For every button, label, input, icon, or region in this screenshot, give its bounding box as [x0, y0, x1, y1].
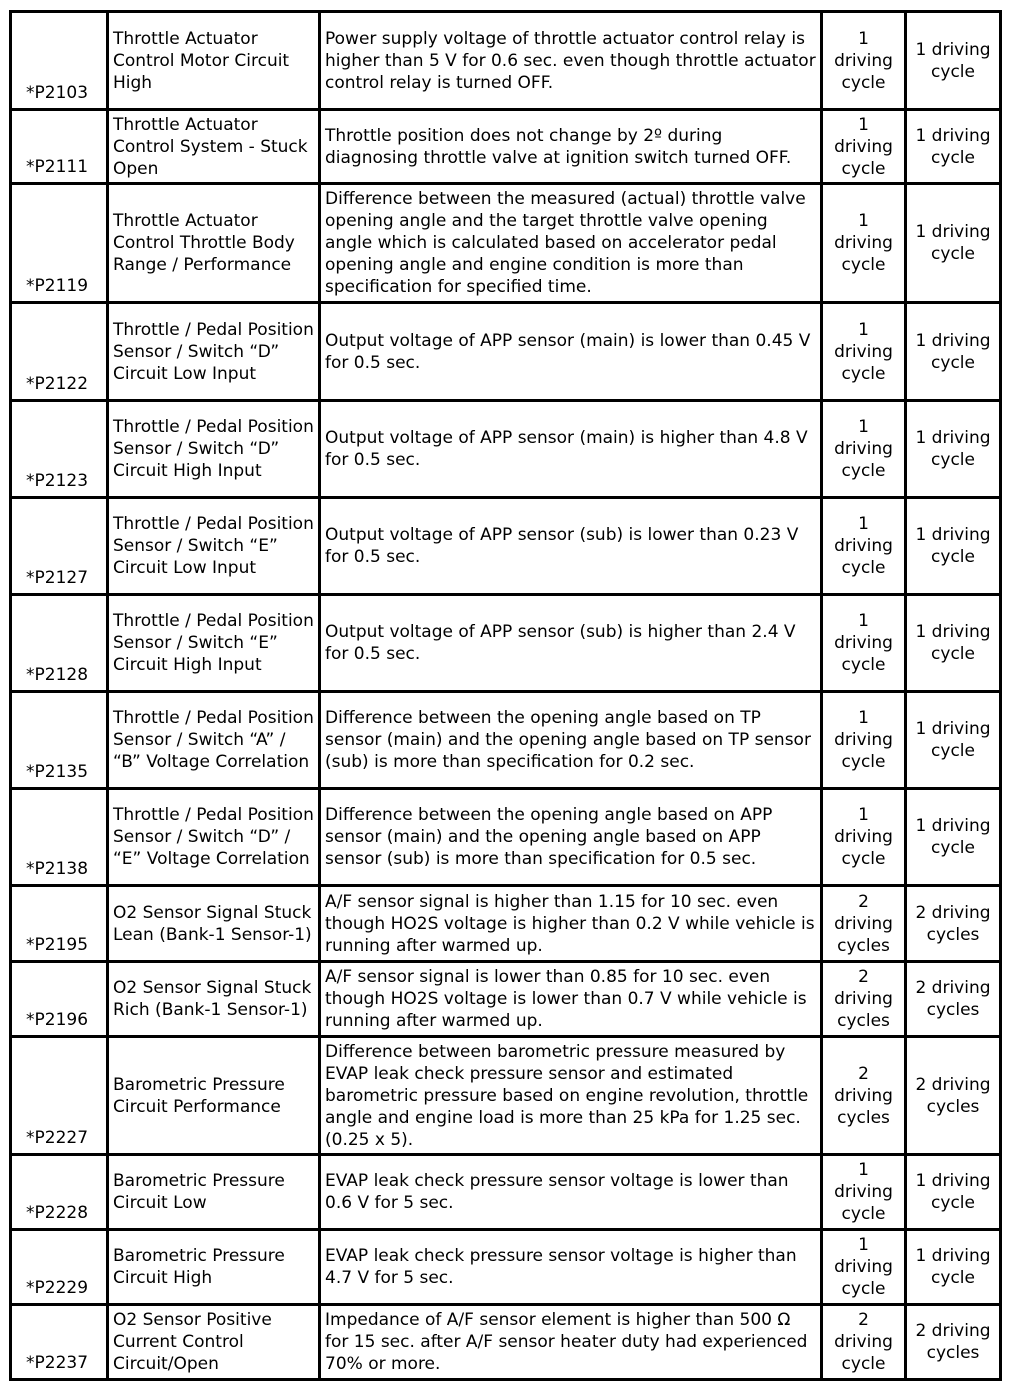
- table-row: [11, 498, 1001, 595]
- dtc-code: *P2237: [11, 1305, 108, 1380]
- dtc-table-body: [11, 12, 1001, 1380]
- mil-on-cycle: 2 driving cycles: [822, 962, 906, 1037]
- dtc-code: *P2227: [11, 1037, 108, 1155]
- table-row: [11, 962, 1001, 1037]
- mil-off-cycle: 1 driving cycle: [906, 1230, 1001, 1305]
- dtc-name: O2 Sensor Signal Stuck Rich (Bank-1 Sensor-1): [108, 962, 320, 1037]
- detecting-condition: Difference between barometric pressure measured by EVAP leak check pressure sensor and estimated barometric pressure based on engine revolution, throttle angle and engine load is more than 25 kPa for 1.25 sec. (0.25 x 5).: [320, 1037, 822, 1155]
- table-row: [11, 401, 1001, 498]
- detecting-condition: Difference between the opening angle based on TP sensor (main) and the opening angle based on TP sensor (sub) is more than specification for 0.2 sec.: [320, 692, 822, 789]
- dtc-name: Throttle / Pedal Position Sensor / Switch “D” Circuit Low Input: [108, 303, 320, 401]
- table-row: [11, 886, 1001, 962]
- mil-off-cycle: 1 driving cycle: [906, 789, 1001, 886]
- mil-on-cycle: 1 driving cycle: [822, 184, 906, 303]
- dtc-name: O2 Sensor Signal Stuck Lean (Bank-1 Sensor-1): [108, 886, 320, 962]
- table-row: [11, 1305, 1001, 1380]
- mil-on-cycle: 1 driving cycle: [822, 303, 906, 401]
- detecting-condition: EVAP leak check pressure sensor voltage is lower than 0.6 V for 5 sec.: [320, 1155, 822, 1230]
- dtc-name: Throttle Actuator Control System - Stuck Open: [108, 110, 320, 184]
- mil-off-cycle: 1 driving cycle: [906, 595, 1001, 692]
- mil-off-cycle: 1 driving cycle: [906, 1155, 1001, 1230]
- mil-off-cycle: 1 driving cycle: [906, 303, 1001, 401]
- mil-off-cycle: 1 driving cycle: [906, 401, 1001, 498]
- table-row: [11, 110, 1001, 184]
- mil-on-cycle: 1 driving cycle: [822, 401, 906, 498]
- table-row: [11, 12, 1001, 110]
- dtc-name: Barometric Pressure Circuit Low: [108, 1155, 320, 1230]
- dtc-code: *P2229: [11, 1230, 108, 1305]
- mil-on-cycle: 2 driving cycles: [822, 886, 906, 962]
- detecting-condition: Power supply voltage of throttle actuator control relay is higher than 5 V for 0.6 sec. even though throttle actuator control relay is turned OFF.: [320, 12, 822, 110]
- mil-off-cycle: 2 driving cycles: [906, 1037, 1001, 1155]
- detecting-condition: Impedance of A/F sensor element is higher than 500 Ω for 15 sec. after A/F sensor heater duty had experienced 70% or more.: [320, 1305, 822, 1380]
- mil-on-cycle: 1 driving cycle: [822, 595, 906, 692]
- dtc-name: O2 Sensor Positive Current Control Circuit/Open: [108, 1305, 320, 1380]
- dtc-code: *P2119: [11, 184, 108, 303]
- detecting-condition: Output voltage of APP sensor (main) is lower than 0.45 V for 0.5 sec.: [320, 303, 822, 401]
- table-row: [11, 303, 1001, 401]
- mil-on-cycle: 2 driving cycles: [822, 1037, 906, 1155]
- dtc-code: *P2122: [11, 303, 108, 401]
- dtc-code: *P2123: [11, 401, 108, 498]
- table-row: [11, 1155, 1001, 1230]
- mil-on-cycle: 1 driving cycle: [822, 498, 906, 595]
- table-row: [11, 184, 1001, 303]
- table-row: [11, 692, 1001, 789]
- mil-on-cycle: 1 driving cycle: [822, 692, 906, 789]
- table-row: [11, 1037, 1001, 1155]
- mil-off-cycle: 1 driving cycle: [906, 692, 1001, 789]
- mil-off-cycle: 1 driving cycle: [906, 12, 1001, 110]
- mil-off-cycle: 1 driving cycle: [906, 498, 1001, 595]
- dtc-code: *P2111: [11, 110, 108, 184]
- dtc-code: *P2228: [11, 1155, 108, 1230]
- dtc-name: Throttle / Pedal Position Sensor / Switch “D” / “E” Voltage Correlation: [108, 789, 320, 886]
- dtc-code: *P2103: [11, 12, 108, 110]
- dtc-name: Throttle / Pedal Position Sensor / Switch “E” Circuit Low Input: [108, 498, 320, 595]
- mil-on-cycle: 1 driving cycle: [822, 12, 906, 110]
- detecting-condition: Output voltage of APP sensor (sub) is higher than 2.4 V for 0.5 sec.: [320, 595, 822, 692]
- mil-off-cycle: 2 driving cycles: [906, 1305, 1001, 1380]
- mil-on-cycle: 2 driving cycle: [822, 1305, 906, 1380]
- detecting-condition: EVAP leak check pressure sensor voltage is higher than 4.7 V for 5 sec.: [320, 1230, 822, 1305]
- dtc-code: *P2127: [11, 498, 108, 595]
- dtc-code: *P2138: [11, 789, 108, 886]
- mil-on-cycle: 1 driving cycle: [822, 110, 906, 184]
- detecting-condition: A/F sensor signal is lower than 0.85 for 10 sec. even though HO2S voltage is lower than 0.7 V while vehicle is running after warmed up.: [320, 962, 822, 1037]
- dtc-name: Throttle / Pedal Position Sensor / Switch “A” / “B” Voltage Correlation: [108, 692, 320, 789]
- mil-off-cycle: 1 driving cycle: [906, 184, 1001, 303]
- dtc-name: Throttle Actuator Control Throttle Body Range / Performance: [108, 184, 320, 303]
- dtc-name: Barometric Pressure Circuit High: [108, 1230, 320, 1305]
- detecting-condition: Throttle position does not change by 2º during diagnosing throttle valve at ignition switch turned OFF.: [320, 110, 822, 184]
- detecting-condition: Output voltage of APP sensor (main) is higher than 4.8 V for 0.5 sec.: [320, 401, 822, 498]
- dtc-name: Throttle Actuator Control Motor Circuit High: [108, 12, 320, 110]
- dtc-code: *P2135: [11, 692, 108, 789]
- mil-off-cycle: 2 driving cycles: [906, 886, 1001, 962]
- mil-off-cycle: 2 driving cycles: [906, 962, 1001, 1037]
- detecting-condition: A/F sensor signal is higher than 1.15 for 10 sec. even though HO2S voltage is higher than 0.2 V while vehicle is running after warmed up.: [320, 886, 822, 962]
- mil-on-cycle: 1 driving cycle: [822, 1230, 906, 1305]
- detecting-condition: Output voltage of APP sensor (sub) is lower than 0.23 V for 0.5 sec.: [320, 498, 822, 595]
- detecting-condition: Difference between the opening angle based on APP sensor (main) and the opening angle based on APP sensor (sub) is more than specification for 0.5 sec.: [320, 789, 822, 886]
- mil-off-cycle: 1 driving cycle: [906, 110, 1001, 184]
- mil-on-cycle: 1 driving cycle: [822, 1155, 906, 1230]
- table-row: [11, 1230, 1001, 1305]
- dtc-table: [9, 10, 1002, 1381]
- dtc-code: *P2195: [11, 886, 108, 962]
- dtc-name: Barometric Pressure Circuit Performance: [108, 1037, 320, 1155]
- table-row: [11, 789, 1001, 886]
- detecting-condition: Difference between the measured (actual) throttle valve opening angle and the target throttle valve opening angle which is calculated based on accelerator pedal opening angle and engine condition is more than specification for specified time.: [320, 184, 822, 303]
- dtc-code: *P2196: [11, 962, 108, 1037]
- dtc-code: *P2128: [11, 595, 108, 692]
- table-row: [11, 595, 1001, 692]
- dtc-name: Throttle / Pedal Position Sensor / Switch “D” Circuit High Input: [108, 401, 320, 498]
- dtc-name: Throttle / Pedal Position Sensor / Switch “E” Circuit High Input: [108, 595, 320, 692]
- mil-on-cycle: 1 driving cycle: [822, 789, 906, 886]
